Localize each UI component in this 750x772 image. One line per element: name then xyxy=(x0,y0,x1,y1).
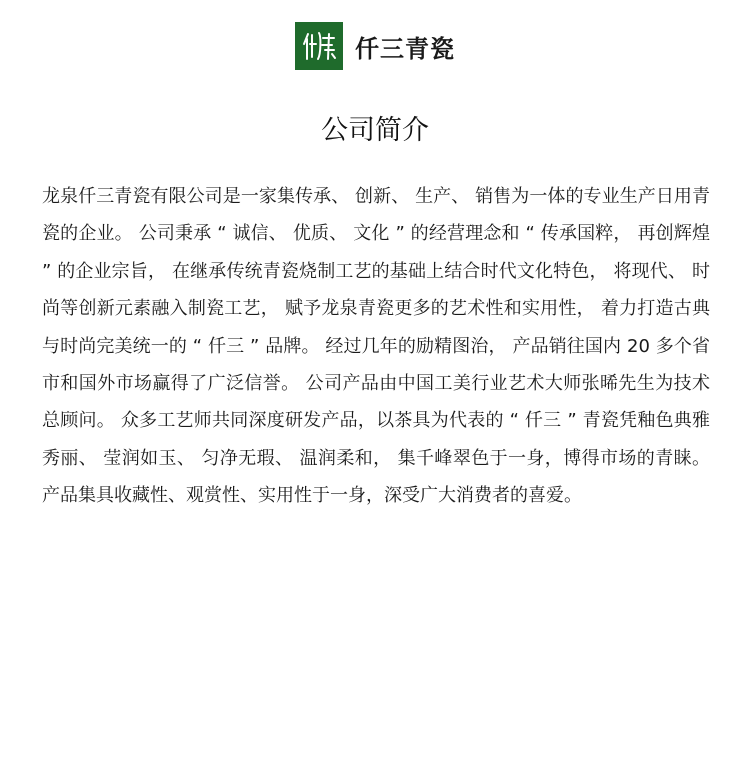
page-title: 公司简介 xyxy=(321,115,429,146)
brand-header xyxy=(0,22,750,70)
brand-name: 仟三青瓷 xyxy=(355,34,455,63)
calligraphy-seal-icon xyxy=(299,26,339,66)
brand-seal-logo xyxy=(295,22,343,70)
company-intro-paragraph: 龙泉仟三青瓷有限公司是一家集传承、 创新、 生产、 销售为一体的专业生产日用青瓷的企业。 公司秉承 “ 诚信、 优质、 文化 ” 的经营理念和 “ 传承国粹， 再创辉煌 ” 的企业宗旨， 在继承传统青瓷烧制工艺的基础上结合时代文化特色， 将现代、 时尚等创新元素融入制瓷工艺， 赋予龙泉青瓷更多的艺术性和实用性， 着力打造古典与时尚完美统一的 “ 仟三 ” 品牌。 经过几年的励精图治， 产品销往国内 20 多个省市和国外市场赢得了广泛信誉。 公司产品由中国工美行业艺术大师张晞先生为技术总顾问。 众多工艺师共同深度研发产品，以茶具为代表的 “ 仟三 ” 青瓷凭釉色典雅秀丽、 莹润如玉、 匀净无瑕、 温润柔和， 集千峰翠色于一身，博得市场的青睐。 产品集具收藏性、观赏性、实用性于一身，深受广大消费者的喜爱。 xyxy=(42,186,710,507)
